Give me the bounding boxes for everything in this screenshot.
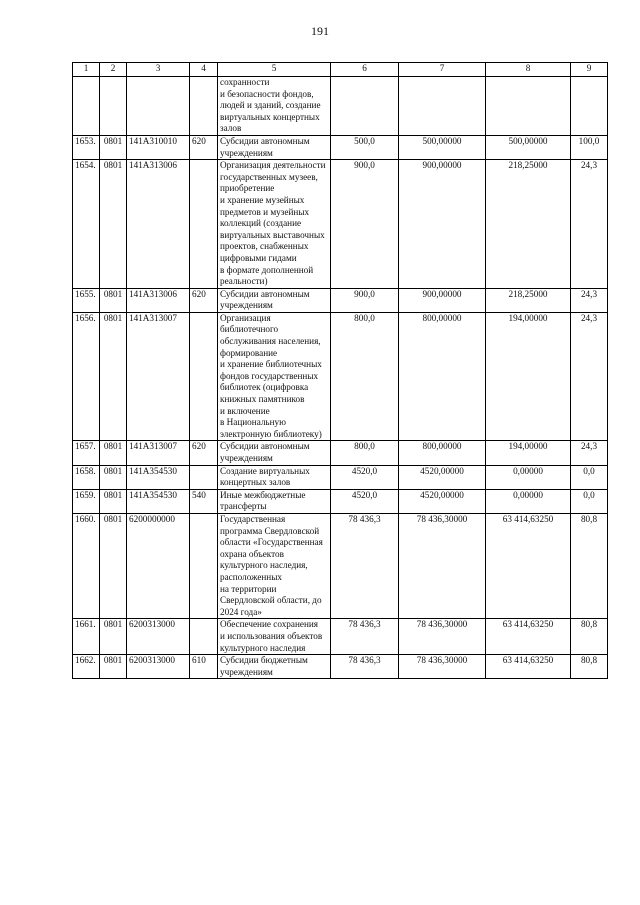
planned-amount-cell: 78 436,3	[331, 655, 399, 679]
execution-percent-cell: 24,3	[571, 441, 608, 465]
planned-amount-cell: 900,0	[331, 288, 399, 312]
column-header-6: 6	[331, 63, 399, 77]
executed-amount-cell: 0,00000	[486, 465, 571, 489]
item-name-cell: Субсидии автономным учреждениям	[218, 441, 331, 465]
planned-amount-cell	[331, 77, 399, 136]
planned-amount-cell: 78 436,3	[331, 619, 399, 655]
execution-percent-cell: 24,3	[571, 160, 608, 289]
execution-percent-cell: 80,8	[571, 513, 608, 618]
target-code-cell: 141A354530	[127, 489, 190, 513]
target-code-cell: 6200000000	[127, 513, 190, 618]
expense-type-cell: 610	[190, 655, 218, 679]
expense-type-cell	[190, 77, 218, 136]
approved-amount-cell: 900,00000	[399, 160, 486, 289]
table-row	[73, 288, 608, 312]
column-header-3: 3	[127, 63, 190, 77]
section-code-cell: 0801	[100, 441, 127, 465]
expense-type-cell: 620	[190, 441, 218, 465]
approved-amount-cell	[399, 77, 486, 136]
section-code-cell: 0801	[100, 288, 127, 312]
executed-amount-cell: 218,25000	[486, 160, 571, 289]
execution-percent-cell: 0,0	[571, 489, 608, 513]
item-name-cell: Создание виртуальных концертных залов	[218, 465, 331, 489]
approved-amount-cell: 4520,00000	[399, 465, 486, 489]
table-row	[73, 77, 608, 136]
item-name-cell: Субсидии автономным учреждениям	[218, 288, 331, 312]
execution-percent-cell: 80,8	[571, 619, 608, 655]
target-code-cell: 141A354530	[127, 465, 190, 489]
table-row	[73, 135, 608, 159]
execution-percent-cell: 0,0	[571, 465, 608, 489]
item-name-cell: Иные межбюджетные трансферты	[218, 489, 331, 513]
executed-amount-cell: 63 414,63250	[486, 655, 571, 679]
expense-type-cell: 540	[190, 489, 218, 513]
column-header-8: 8	[486, 63, 571, 77]
target-code-cell: 141A313006	[127, 160, 190, 289]
item-name-cell: Субсидии автономным учреждениям	[218, 135, 331, 159]
column-header-9: 9	[571, 63, 608, 77]
planned-amount-cell: 800,0	[331, 312, 399, 441]
column-header-5: 5	[218, 63, 331, 77]
row-number-cell: 1656.	[73, 312, 100, 441]
column-header-2: 2	[100, 63, 127, 77]
table-row	[73, 160, 608, 289]
row-number-cell: 1659.	[73, 489, 100, 513]
row-number-cell: 1653.	[73, 135, 100, 159]
expense-type-cell	[190, 312, 218, 441]
planned-amount-cell: 500,0	[331, 135, 399, 159]
table-body	[73, 77, 608, 679]
target-code-cell: 141A313006	[127, 288, 190, 312]
column-header-4: 4	[190, 63, 218, 77]
column-header-1: 1	[73, 63, 100, 77]
section-code-cell: 0801	[100, 135, 127, 159]
section-code-cell: 0801	[100, 465, 127, 489]
target-code-cell: 141A313007	[127, 312, 190, 441]
target-code-cell: 6200313000	[127, 655, 190, 679]
expense-type-cell	[190, 465, 218, 489]
item-name-cell: сохранности и безопасности фондов, людей и зданий, создание виртуальных концертных залов	[218, 77, 331, 136]
execution-percent-cell: 80,8	[571, 655, 608, 679]
row-number-cell: 1658.	[73, 465, 100, 489]
target-code-cell: 141A313007	[127, 441, 190, 465]
item-name-cell: Государственная программа Свердловской области «Государственная охрана объектов культурного наследия, расположенных на территории Свердловской области, до 2024 года»	[218, 513, 331, 618]
expense-type-cell: 620	[190, 288, 218, 312]
item-name-cell: Обеспечение сохранения и использования объектов культурного наследия	[218, 619, 331, 655]
approved-amount-cell: 78 436,30000	[399, 619, 486, 655]
table-row	[73, 465, 608, 489]
table-row	[73, 312, 608, 441]
planned-amount-cell: 900,0	[331, 160, 399, 289]
table-header-row	[73, 63, 608, 77]
section-code-cell: 0801	[100, 160, 127, 289]
approved-amount-cell: 500,00000	[399, 135, 486, 159]
section-code-cell: 0801	[100, 513, 127, 618]
section-code-cell: 0801	[100, 489, 127, 513]
item-name-cell: Организация деятельности государственных музеев, приобретение и хранение музейных предметов и музейных коллекций (создание виртуальных выставочных проектов, снабженных цифровыми гидами в формате дополненной реальности)	[218, 160, 331, 289]
expense-type-cell: 620	[190, 135, 218, 159]
executed-amount-cell: 194,00000	[486, 312, 571, 441]
table-row	[73, 655, 608, 679]
target-code-cell	[127, 77, 190, 136]
approved-amount-cell: 900,00000	[399, 288, 486, 312]
execution-percent-cell	[571, 77, 608, 136]
approved-amount-cell: 78 436,30000	[399, 513, 486, 618]
executed-amount-cell: 0,00000	[486, 489, 571, 513]
row-number-cell: 1655.	[73, 288, 100, 312]
row-number-cell: 1660.	[73, 513, 100, 618]
approved-amount-cell: 800,00000	[399, 441, 486, 465]
table-row	[73, 489, 608, 513]
target-code-cell: 141A310010	[127, 135, 190, 159]
executed-amount-cell	[486, 77, 571, 136]
executed-amount-cell: 63 414,63250	[486, 619, 571, 655]
item-name-cell: Субсидии бюджетным учреждениям	[218, 655, 331, 679]
column-header-7: 7	[399, 63, 486, 77]
row-number-cell	[73, 77, 100, 136]
table-row	[73, 619, 608, 655]
section-code-cell: 0801	[100, 312, 127, 441]
executed-amount-cell: 194,00000	[486, 441, 571, 465]
planned-amount-cell: 4520,0	[331, 465, 399, 489]
budget-table	[72, 62, 608, 679]
expense-type-cell	[190, 160, 218, 289]
table-row	[73, 513, 608, 618]
page-number: 191	[311, 24, 329, 38]
item-name-cell: Организация библиотечного обслуживания населения, формирование и хранение библиотечных фондов государственных библиотек (оцифровка книжных памятников и включение в Национальную электронную библиотеку)	[218, 312, 331, 441]
section-code-cell	[100, 77, 127, 136]
execution-percent-cell: 100,0	[571, 135, 608, 159]
row-number-cell: 1662.	[73, 655, 100, 679]
approved-amount-cell: 4520,00000	[399, 489, 486, 513]
section-code-cell: 0801	[100, 619, 127, 655]
target-code-cell: 6200313000	[127, 619, 190, 655]
expense-type-cell	[190, 513, 218, 618]
row-number-cell: 1654.	[73, 160, 100, 289]
expense-type-cell	[190, 619, 218, 655]
planned-amount-cell: 4520,0	[331, 489, 399, 513]
execution-percent-cell: 24,3	[571, 312, 608, 441]
planned-amount-cell: 800,0	[331, 441, 399, 465]
row-number-cell: 1657.	[73, 441, 100, 465]
executed-amount-cell: 63 414,63250	[486, 513, 571, 618]
section-code-cell: 0801	[100, 655, 127, 679]
approved-amount-cell: 800,00000	[399, 312, 486, 441]
planned-amount-cell: 78 436,3	[331, 513, 399, 618]
executed-amount-cell: 500,00000	[486, 135, 571, 159]
executed-amount-cell: 218,25000	[486, 288, 571, 312]
approved-amount-cell: 78 436,30000	[399, 655, 486, 679]
table-row	[73, 441, 608, 465]
row-number-cell: 1661.	[73, 619, 100, 655]
execution-percent-cell: 24,3	[571, 288, 608, 312]
